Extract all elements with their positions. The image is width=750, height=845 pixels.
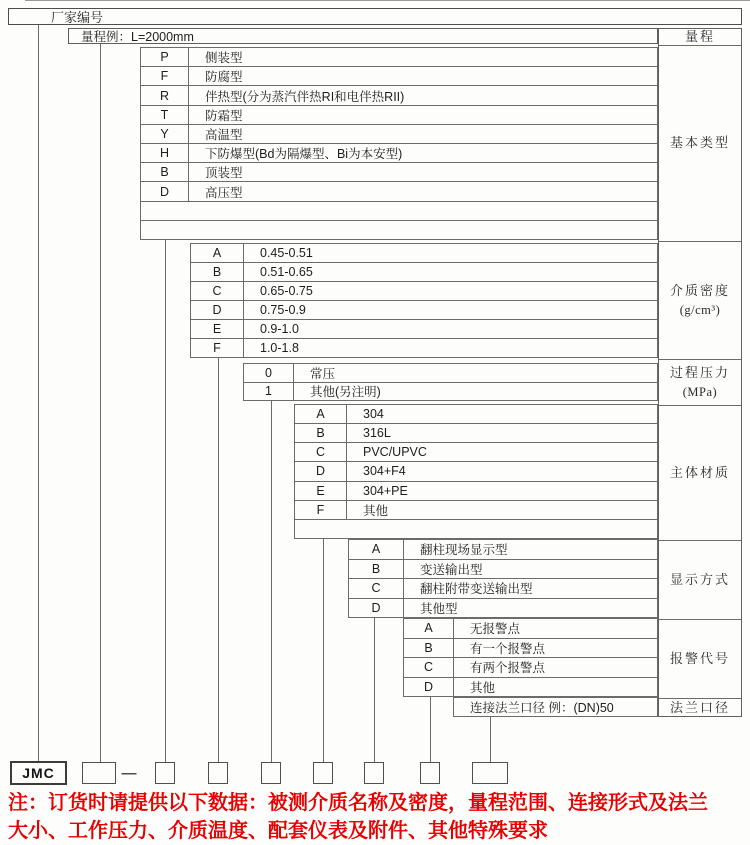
label-cell: 高压型 (205, 185, 243, 200)
code-box-range (82, 762, 116, 784)
label-cell: 伴热型(分为蒸汽伴热RI和电伴热RII) (205, 89, 405, 104)
label-cell: PVC/UPVC (363, 445, 427, 460)
table-row (141, 85, 657, 104)
code-box-density (208, 762, 228, 784)
ordering-note (8, 789, 750, 845)
table-row (295, 405, 657, 423)
label-cell: 防霜型 (205, 108, 243, 123)
label-cell: 高温型 (205, 127, 243, 142)
table-row (191, 262, 657, 281)
label-cell: 304 (363, 407, 384, 422)
code-cell: E (191, 320, 244, 338)
table-row (349, 540, 657, 559)
code-cell: C (404, 658, 454, 677)
category-cell-alarm: 报警代号 (659, 619, 741, 698)
code-box-pressure (261, 762, 281, 784)
separator-dash: — (121, 764, 137, 782)
table-row (295, 423, 657, 442)
stem-pressure (271, 401, 272, 762)
code-box-flange (472, 762, 508, 784)
label-cell: 304+F4 (363, 464, 406, 479)
category-cell-display: 显示方式 (659, 540, 741, 619)
category-cell-material: 主体材质 (659, 405, 741, 540)
code-cell: C (191, 282, 244, 300)
table-row (141, 124, 657, 143)
table-row (295, 461, 657, 480)
model-prefix-box: JMC (10, 761, 67, 785)
code-cell: Y (141, 125, 189, 143)
code-cell: R (141, 86, 189, 104)
code-cell: D (141, 182, 189, 200)
code-cell: F (191, 339, 244, 357)
code-cell: F (295, 501, 347, 519)
table-row-empty (141, 220, 657, 239)
label-cell: 其他 (363, 503, 389, 518)
code-box-alarm (420, 762, 440, 784)
table-row (191, 244, 657, 262)
label-cell: 0.75-0.9 (260, 303, 306, 317)
label-cell: 翻柱现场显示型 (420, 543, 508, 558)
table-row (295, 500, 657, 519)
label-cell: 316L (363, 426, 391, 441)
page-edge-line (25, 0, 750, 1)
flange-size-row (453, 697, 658, 717)
material-table (294, 404, 658, 539)
range-example-label: 量程例：L=2000mm (81, 30, 194, 44)
label-cell: 其他型 (420, 601, 458, 616)
table-row (141, 66, 657, 85)
table-row (349, 559, 657, 579)
table-row (404, 638, 657, 658)
code-cell: D (191, 301, 244, 319)
code-cell: E (295, 482, 347, 500)
label-cell: 0.9-1.0 (260, 322, 299, 336)
code-cell: C (295, 443, 347, 461)
table-row (141, 181, 657, 200)
code-cell: P (141, 48, 189, 66)
label-cell: 防腐型 (205, 70, 243, 85)
code-cell: F (141, 67, 189, 85)
table-row (295, 442, 657, 461)
category-cell-range: 量程 (684, 28, 715, 44)
label-cell: 顶装型 (205, 166, 243, 181)
table-row (454, 698, 657, 716)
label-cell: 0.45-0.51 (260, 246, 313, 260)
table-row (191, 281, 657, 300)
stem-display (374, 618, 375, 762)
table-row (191, 338, 657, 357)
table-row (244, 364, 657, 382)
code-cell: A (404, 619, 454, 638)
ordering-note-line1: 注：订货时请提供以下数据：被测介质名称及密度，量程范围、连接形式及法兰 (8, 792, 708, 814)
label-cell: 变送输出型 (420, 562, 483, 577)
stem-flange (490, 717, 491, 762)
stem-basic-type (165, 240, 166, 762)
code-cell: B (295, 424, 347, 442)
table-row (191, 300, 657, 319)
code-cell: B (404, 639, 454, 658)
label-cell: 连接法兰口径 例：(DN)50 (470, 701, 614, 715)
code-cell: A (191, 244, 244, 262)
table-row (141, 162, 657, 181)
label-cell: 无报警点 (470, 622, 521, 637)
stem-manufacturer (38, 25, 39, 762)
label-cell: 304+PE (363, 483, 408, 498)
label-cell: 1.0-1.8 (260, 341, 299, 355)
label-cell: 其他(另注明) (310, 385, 381, 400)
code-cell: C (349, 579, 404, 598)
label-cell: 0.65-0.75 (260, 284, 313, 298)
label-cell: 其他 (470, 680, 496, 695)
code-cell: B (349, 560, 404, 579)
code-box-material (313, 762, 333, 784)
table-row (349, 578, 657, 598)
category-cell-pressure: 过程压力 (MPa) (659, 359, 741, 405)
code-cell: A (349, 540, 404, 559)
table-row (404, 619, 657, 638)
label-cell: 常压 (310, 366, 336, 381)
alarm-code-table (403, 618, 658, 697)
stem-alarm (430, 697, 431, 762)
manufacturer-number-label: 厂家编号 (51, 10, 104, 25)
density-table (190, 243, 658, 358)
stem-range (100, 44, 101, 762)
code-cell: D (349, 599, 404, 618)
range-example-row (68, 28, 658, 44)
code-cell: B (141, 163, 189, 181)
code-cell: D (404, 678, 454, 697)
code-cell: B (191, 263, 244, 281)
stem-density (218, 358, 219, 762)
ordering-note-line2: 大小、工作压力、介质温度、配套仪表及附件、其他特殊要求 (8, 820, 548, 842)
display-mode-table (348, 539, 658, 618)
table-row-empty (295, 519, 657, 538)
label-cell: 0.51-0.65 (260, 265, 313, 279)
label-cell: 侧装型 (205, 51, 243, 66)
category-cell-basic-type: 基本类型 (659, 45, 741, 241)
code-cell: D (295, 462, 347, 480)
category-column (658, 28, 742, 717)
code-cell: T (141, 106, 189, 124)
code-box-basic-type (155, 762, 175, 784)
label-cell: 有两个报警点 (470, 661, 546, 676)
label-cell: 下防爆型(Bd为隔爆型、Bi为本安型) (205, 147, 403, 162)
code-cell: A (295, 405, 347, 423)
table-row (141, 143, 657, 162)
label-cell: 翻柱附带变送输出型 (420, 582, 533, 597)
category-cell-density: 介质密度 (g/cm³) (659, 241, 741, 359)
code-cell: 0 (244, 364, 294, 382)
manufacturer-number-row (8, 8, 742, 25)
code-box-display (364, 762, 384, 784)
table-row (141, 48, 657, 66)
pressure-table (243, 363, 658, 401)
category-cell-flange: 法兰口径 (659, 698, 741, 718)
table-row (404, 677, 657, 697)
code-cell: 1 (244, 383, 294, 401)
table-row (349, 598, 657, 618)
code-cell: H (141, 144, 189, 162)
table-row (141, 105, 657, 124)
table-row (404, 657, 657, 677)
table-row-empty (141, 201, 657, 220)
table-row (191, 319, 657, 338)
basic-type-table (140, 47, 658, 240)
table-row (295, 481, 657, 500)
stem-material (323, 539, 324, 762)
table-row (244, 382, 657, 401)
label-cell: 有一个报警点 (470, 641, 546, 656)
